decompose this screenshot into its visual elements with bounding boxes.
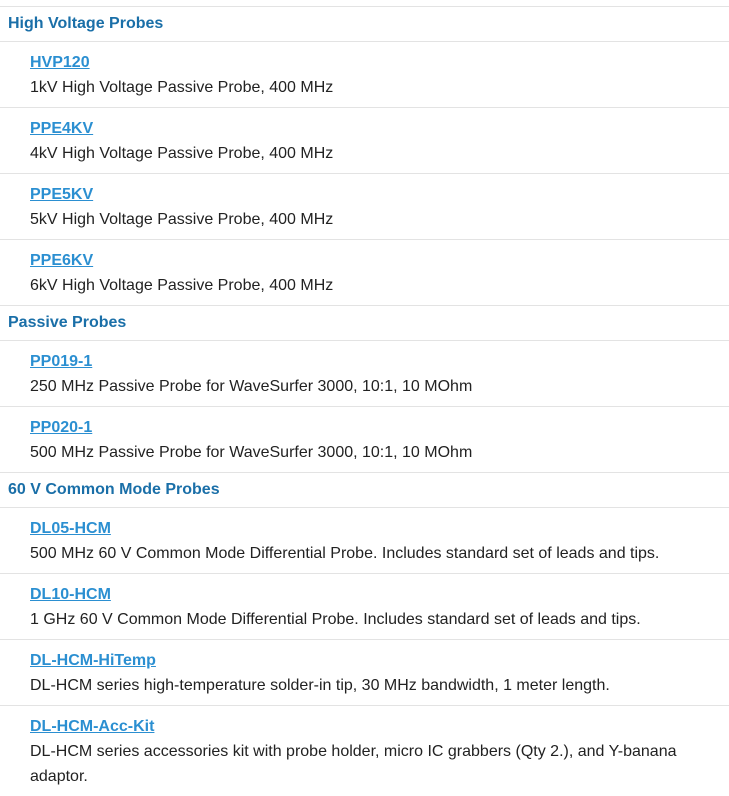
product-description: 5kV High Voltage Passive Probe, 400 MHz <box>30 211 334 228</box>
section-header-common-mode-probes: 60 V Common Mode Probes <box>0 473 729 508</box>
product-description: 1kV High Voltage Passive Probe, 400 MHz <box>30 79 334 96</box>
list-item <box>0 341 729 407</box>
product-link-hvp120[interactable]: HVP120 <box>30 54 90 71</box>
list-item <box>0 706 729 796</box>
product-link-ppe4kv[interactable]: PPE4KV <box>30 120 94 137</box>
product-description: 4kV High Voltage Passive Probe, 400 MHz <box>30 145 334 162</box>
product-description: 6kV High Voltage Passive Probe, 400 MHz <box>30 277 334 294</box>
list-item <box>0 640 729 706</box>
product-link-dl-hcm-hitemp[interactable]: DL-HCM-HiTemp <box>30 652 156 669</box>
list-item <box>0 108 729 174</box>
product-link-pp019-1[interactable]: PP019-1 <box>30 353 93 370</box>
product-description: 500 MHz 60 V Common Mode Differential Probe. Includes standard set of leads and tips. <box>30 545 660 562</box>
section-header-high-voltage-probes: High Voltage Probes <box>0 7 729 42</box>
top-divider <box>0 0 729 7</box>
product-link-dl05-hcm[interactable]: DL05-HCM <box>30 520 111 537</box>
product-link-ppe5kv[interactable]: PPE5KV <box>30 186 94 203</box>
list-item <box>0 574 729 640</box>
product-description: 1 GHz 60 V Common Mode Differential Probe. Includes standard set of leads and tips. <box>30 611 641 628</box>
product-link-dl10-hcm[interactable]: DL10-HCM <box>30 586 111 603</box>
product-description: 500 MHz Passive Probe for WaveSurfer 3000, 10:1, 10 MOhm <box>30 444 473 461</box>
list-item <box>0 174 729 240</box>
list-item <box>0 42 729 108</box>
list-item <box>0 240 729 306</box>
product-link-dl-hcm-acc-kit[interactable]: DL-HCM-Acc-Kit <box>30 718 155 735</box>
product-description: 250 MHz Passive Probe for WaveSurfer 3000, 10:1, 10 MOhm <box>30 378 473 395</box>
list-item <box>0 407 729 473</box>
product-description: DL-HCM series accessories kit with probe holder, micro IC grabbers (Qty 2.), and Y-banana adaptor. <box>30 743 677 785</box>
section-header-passive-probes: Passive Probes <box>0 306 729 341</box>
product-link-pp020-1[interactable]: PP020-1 <box>30 419 93 436</box>
list-item <box>0 508 729 574</box>
product-description: DL-HCM series high-temperature solder-in tip, 30 MHz bandwidth, 1 meter length. <box>30 677 610 694</box>
product-link-ppe6kv[interactable]: PPE6KV <box>30 252 94 269</box>
